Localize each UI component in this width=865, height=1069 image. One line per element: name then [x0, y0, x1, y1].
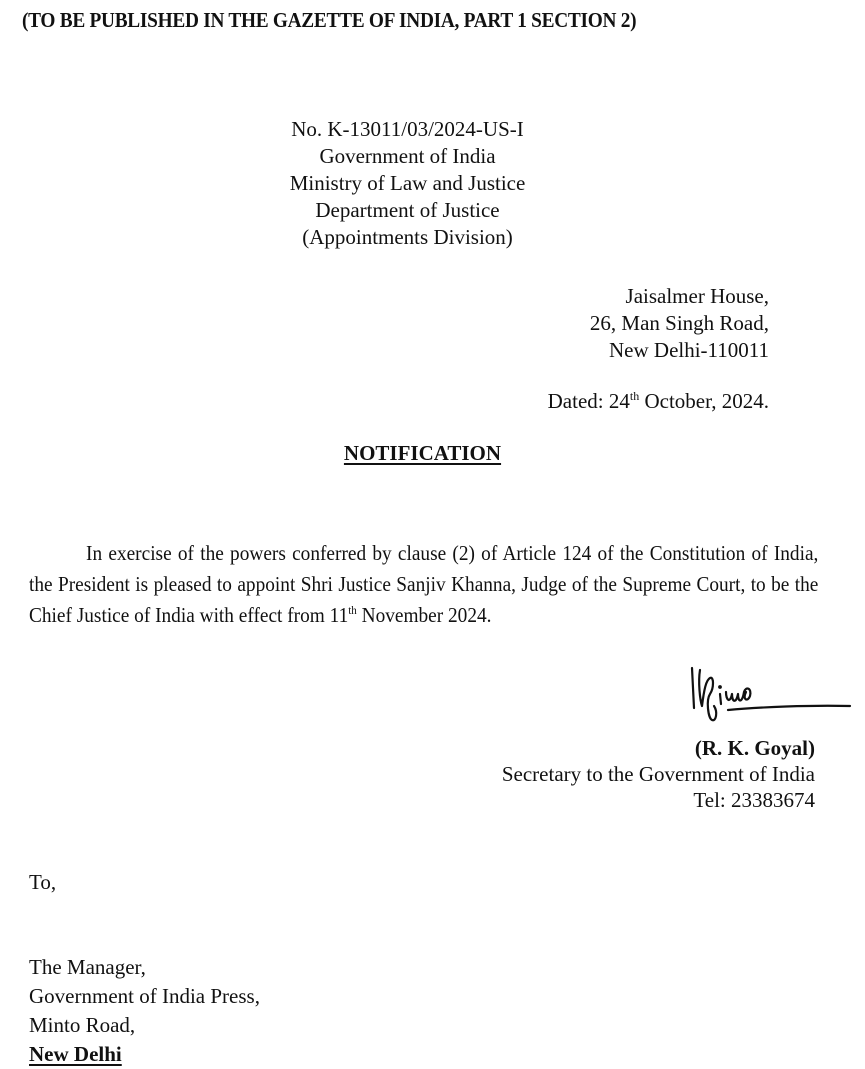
notification-title: NOTIFICATION	[343, 441, 502, 465]
date-rest: October, 2024.	[639, 389, 769, 413]
address-line-1: Jaisalmer House,	[625, 284, 769, 308]
signatory-tel: Tel: 23383674	[693, 788, 815, 812]
office-address	[590, 283, 769, 364]
date-ordinal: th	[629, 389, 640, 403]
recipient-line-2: Government of India Press,	[29, 984, 260, 1008]
address-line-3: New Delhi-110011	[609, 338, 769, 362]
recipient-line-1: The Manager,	[29, 955, 146, 979]
body-text-2: November 2024.	[356, 603, 492, 627]
ministry-name: Ministry of Law and Justice	[289, 171, 526, 195]
recipient-address	[29, 953, 260, 1069]
document-date	[548, 389, 769, 414]
signatory-designation: Secretary to the Government of India	[501, 762, 815, 786]
file-number: No. K-13011/03/2024-US-I	[291, 117, 524, 141]
date-prefix: Dated: 24	[547, 389, 630, 413]
gazette-heading: (TO BE PUBLISHED IN THE GAZETTE OF INDIA, PART 1 SECTION 2)	[22, 8, 637, 32]
recipient-line-3: Minto Road,	[29, 1013, 136, 1037]
notification-body	[29, 538, 818, 631]
department-name: Department of Justice	[315, 198, 500, 222]
signatory-name: (R. K. Goyal)	[694, 736, 815, 760]
signatory-block	[502, 735, 815, 813]
government-name: Government of India	[319, 144, 496, 168]
to-label: To,	[29, 870, 57, 894]
address-line-2: 26, Man Singh Road,	[589, 311, 769, 335]
issuing-authority-block	[230, 116, 585, 251]
body-text-1: In exercise of the powers conferred by clause (2) of Article 124 of the Constitution of India, the President is pleased to appoint Shri Justice Sanjiv Khanna, Judge of the Supreme Court, to be the Chief Justice of India with effect from 11	[29, 541, 819, 627]
division-name: (Appointments Division)	[302, 225, 513, 249]
handwritten-signature	[680, 660, 855, 730]
body-ordinal: th	[348, 603, 357, 617]
recipient-city: New Delhi	[29, 1042, 122, 1066]
